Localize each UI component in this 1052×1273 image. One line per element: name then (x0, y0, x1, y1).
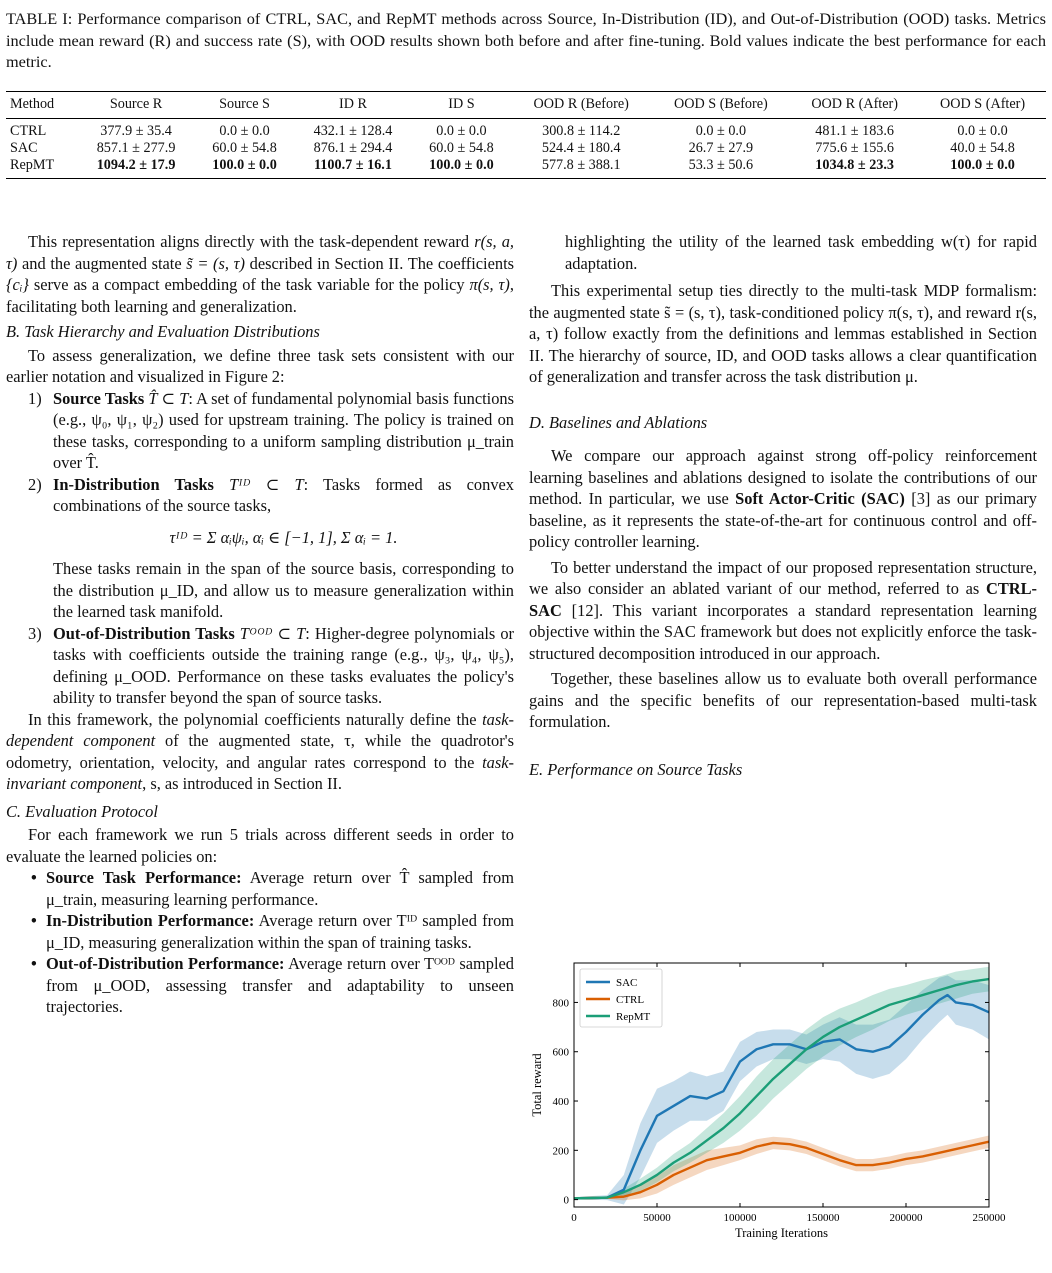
table-cell: 876.1 ± 294.4 (313, 139, 393, 156)
legend-label-repmt: RepMT (616, 1011, 651, 1023)
section-heading-d: D. Baselines and Ablations (529, 412, 708, 432)
table-cell: 577.8 ± 388.1 (511, 157, 652, 179)
paragraph: These tasks remain in the span of the source basis, corresponding to the distribution μ_ID, and allow us to measure generalization within the learned task manifold. (53, 559, 514, 621)
header-ood-r-before: OOD R (Before) (511, 92, 652, 119)
table-cell: 432.1 ± 128.4 (313, 122, 393, 139)
section-heading-b: B. Task Hierarchy and Evaluation Distributions (6, 322, 320, 341)
y-tick-label: 400 (552, 1096, 569, 1109)
table-caption: TABLE I: Performance comparison of CTRL, SAC, and RepMT methods across Source, In-Distribution (ID), and Out-of-Distribution (OOD) tasks. Metrics include mean reward (R) and success rate (S), with OOD results shown both before and after fine-tuning. Bold values indicate the best performance for each metric. (6, 9, 1046, 71)
bullet-list (6, 867, 514, 1018)
table-cell-best: 100.0 ± 0.0 (412, 157, 511, 179)
table-cell: 60.0 ± 54.8 (429, 139, 494, 156)
table-row (6, 140, 1046, 157)
x-tick-label: 200000 (889, 1212, 923, 1224)
paragraph: To better understand the impact of our proposed representation structure, we also consider an ablated variant of our method, referred to as CTRL-SAC [12]. This variant incorporates a standard representation learning objective within the SAC framework but does not explicitly enforce the task-structured decomposition introduced in our approach. (529, 557, 1037, 663)
table-cell: 40.0 ± 54.8 (950, 139, 1015, 156)
list-item: 3) Out-of-Distribution Tasks Tᴼᴼᴰ ⊂ T: Higher-degree polynomials or tasks with coefficients outside the training range (e.g., ψ₃, ψ₄, ψ₅), defining μ_OOD. Performance on these tasks evaluates the policy's ability to transfer beyond the span of source tasks. (28, 623, 514, 707)
reward-chart (529, 955, 1034, 1255)
table-cell-best: 1094.2 ± 17.9 (77, 157, 195, 179)
left-column (6, 231, 514, 1018)
header-ood-s-after: OOD S (After) (919, 92, 1046, 119)
paragraph: We compare our approach against strong off-policy reinforcement learning baselines and ablations designed to isolate the contributions of our method. In particular, we use Soft Actor-Critic (SAC) [3] as our primary baseline, as it represents the state-of-the-art for continuous control and off-policy controller learning. (529, 446, 1037, 551)
table-cell: 300.8 ± 114.2 (542, 122, 621, 139)
reward-chart-svg (529, 955, 1034, 1255)
right-column (529, 231, 1037, 780)
cell-method: RepMT (6, 157, 77, 179)
list-item: • In-Distribution Performance: Average return over Tᴵᴰ sampled from μ_ID, measuring generalization within the span of training tasks. (31, 911, 515, 952)
x-tick-label: 150000 (806, 1212, 840, 1224)
x-tick-label: 50000 (643, 1212, 671, 1224)
task-list (6, 388, 514, 709)
table-cell: 377.9 ± 35.4 (100, 122, 172, 139)
table-cell: 481.1 ± 183.6 (815, 122, 895, 139)
x-tick-label: 0 (571, 1212, 577, 1224)
table-cell: 0.0 ± 0.0 (957, 122, 1008, 139)
table-cell-best: 1034.8 ± 23.3 (790, 157, 919, 179)
list-item: 1) Source Tasks T̂ ⊂ T: A set of fundamental polynomial basis functions (e.g., ψ₀, ψ₁, ψ₂) used for upstream training. The policy is trained on these tasks, corresponding to a uniform sampling distribution μ_train over T̂. (28, 388, 514, 472)
table-cell: 53.3 ± 50.6 (652, 157, 791, 179)
y-axis-label: Total reward (530, 1053, 544, 1117)
paragraph: For each framework we run 5 trials across different seeds in order to evaluate the learned policies on: (6, 825, 514, 866)
table-cell-best: 100.0 ± 0.0 (195, 157, 294, 179)
paragraph: highlighting the utility of the learned task embedding w(τ) for rapid adaptation. (565, 232, 1037, 273)
cell-method: SAC (10, 139, 38, 156)
performance-table (6, 91, 1046, 179)
table-cell-best: 1100.7 ± 16.1 (294, 157, 412, 179)
section-heading-c: C. Evaluation Protocol (6, 801, 158, 821)
paragraph: This representation aligns directly with the task-dependent reward r(s, a, τ) and the augmented state s̃ = (s, τ) described in Section II. The coefficients {cᵢ} serve as a compact embedding of the task variable for the policy π(s, τ), facilitating both learning and generalization. (6, 232, 515, 316)
y-tick-label: 0 (563, 1194, 569, 1207)
paragraph: This experimental setup ties directly to the multi-task MDP formalism: the augmented state s̃ = (s, τ), task-conditioned policy π(s, τ), and reward r(s, a, τ) follow exactly from the definitions and lemmas established in Section II. The hierarchy of source, ID, and OOD tasks allows a clear quantification of generalization and transfer across the task distribution μ. (529, 281, 1037, 386)
header-ood-s-before: OOD S (Before) (652, 92, 791, 119)
legend-label-ctrl: CTRL (616, 994, 645, 1006)
legend-label-sac: SAC (616, 977, 638, 989)
x-tick-label: 100000 (723, 1212, 757, 1224)
y-tick-label: 200 (552, 1145, 569, 1158)
equation: τᴵᴰ = Σ αᵢψᵢ, αᵢ ∈ [−1, 1], Σ αᵢ = 1. (169, 527, 398, 547)
header-ood-r-after: OOD R (After) (790, 92, 919, 119)
x-axis-label: Training Iterations (735, 1226, 828, 1240)
x-tick-label: 250000 (972, 1212, 1006, 1224)
table-cell: 524.4 ± 180.4 (541, 139, 621, 156)
table-row (6, 157, 1046, 179)
y-tick-label: 800 (552, 997, 569, 1010)
math-inline: r(s, a, τ) (6, 232, 514, 273)
table-cell: 26.7 ± 27.9 (688, 139, 754, 156)
section-heading-e: E. Performance on Source Tasks (529, 759, 743, 779)
paragraph: To assess generalization, we define three task sets consistent with our earlier notation and visualized in Figure 2: (6, 345, 514, 386)
list-item: 2) In-Distribution Tasks Tᴵᴰ ⊂ T: Tasks formed as convex combinations of the source tasks, τᴵᴰ = Σ αᵢψᵢ, αᵢ ∈ [−1, 1], Σ αᵢ = 1. These tasks remain in the span of the source basis, corresponding to the distribution μ_ID, and allow us to measure generalization within the learned task manifold. (28, 474, 514, 621)
table-cell: 0.0 ± 0.0 (695, 122, 747, 139)
table-header-row (6, 92, 1046, 119)
header-source-s: Source S (195, 92, 294, 119)
table-cell: 0.0 ± 0.0 (436, 122, 487, 139)
list-item: • Out-of-Distribution Performance: Average return over Tᴼᴼᴰ sampled from μ_OOD, assessing transfer and adaptability to unseen trajectories. (31, 954, 514, 1016)
table-cell: 0.0 ± 0.0 (219, 122, 270, 139)
header-source-r: Source R (77, 92, 195, 119)
math-inline: {cᵢ} (6, 275, 29, 294)
header-id-s: ID S (412, 92, 511, 119)
table-cell: 775.6 ± 155.6 (815, 139, 895, 156)
list-item: • Source Task Performance: Average return over T̂ sampled from μ_train, measuring learning performance. (31, 868, 514, 909)
table-cell-best: 100.0 ± 0.0 (919, 157, 1046, 179)
table-cell: 857.1 ± 277.9 (96, 139, 176, 156)
table-row (6, 118, 1046, 140)
math-inline: s̃ = (s, τ) (186, 253, 245, 273)
header-method: Method (6, 92, 77, 119)
table-cell: 60.0 ± 54.8 (212, 139, 277, 156)
cell-method: CTRL (10, 122, 47, 139)
paragraph: Together, these baselines allow us to evaluate both overall performance gains and the specific benefits of our representation-based multi-task formulation. (529, 669, 1037, 731)
paragraph: In this framework, the polynomial coefficients naturally define the task-dependent component of the augmented state, τ, while the quadrotor's odometry, orientation, velocity, and angular rates correspond to the task-invariant component, s, as introduced in Section II. (6, 709, 515, 793)
y-tick-label: 600 (552, 1046, 569, 1059)
math-inline: π(s, τ) (469, 275, 510, 294)
header-id-r: ID R (294, 92, 412, 119)
